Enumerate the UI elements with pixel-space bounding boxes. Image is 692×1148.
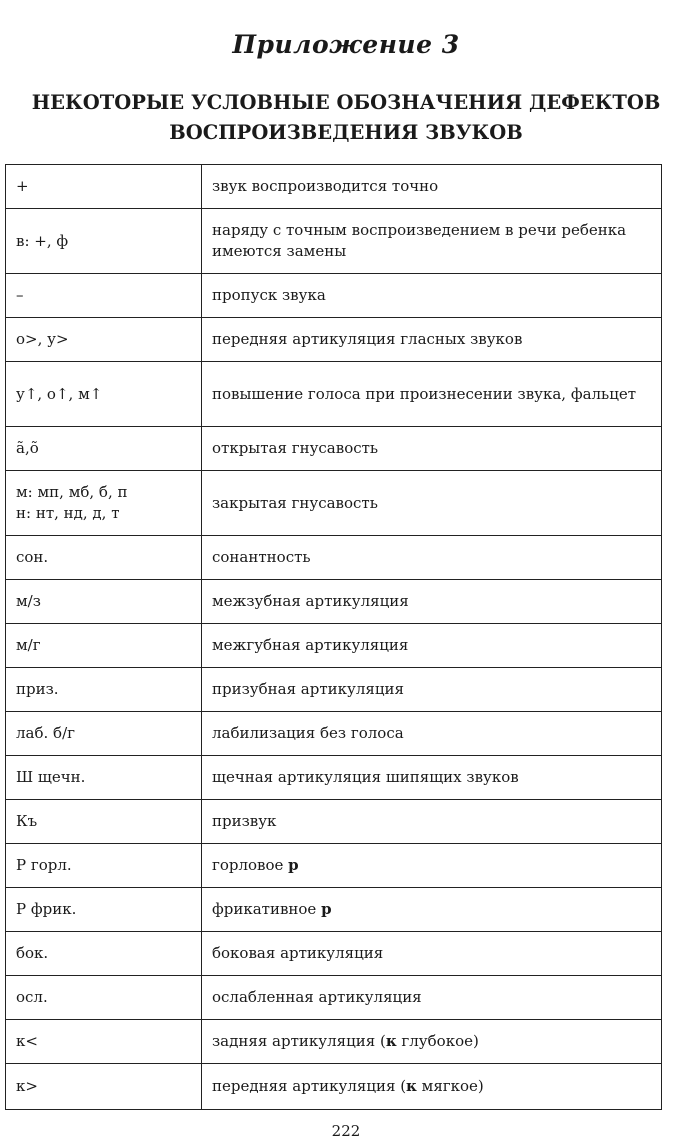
table-row [6, 844, 662, 888]
sound-letter: р [288, 856, 299, 874]
table-row [6, 427, 662, 471]
sound-letter: р [321, 900, 332, 918]
symbol-cell: Къ [6, 800, 202, 844]
meaning-text: передняя артикуляция ( [212, 1077, 407, 1095]
symbol-cell [6, 471, 202, 536]
table-row [6, 1020, 662, 1064]
symbol-cell: о>, у> [6, 318, 202, 362]
meaning-text: фрикативное [212, 900, 322, 918]
table-row [6, 471, 662, 536]
table-row [6, 756, 662, 800]
meaning-cell: сонантность [202, 536, 662, 580]
page-number: 222 [331, 1122, 361, 1140]
symbol-line: н: нт, нд, д, т [16, 504, 120, 522]
symbol-cell: + [6, 165, 202, 209]
meaning-cell: звук воспроизводится точно [202, 165, 662, 209]
meaning-cell: призвук [202, 800, 662, 844]
appendix-label: Приложение 3 [232, 30, 460, 59]
title-line-2: ВОСПРОИЗВЕДЕНИЯ ЗВУКОВ [169, 121, 523, 144]
meaning-cell [202, 888, 662, 932]
table-row [6, 888, 662, 932]
symbol-cell: сон. [6, 536, 202, 580]
table-row [6, 580, 662, 624]
table-row [6, 976, 662, 1020]
meaning-cell: передняя артикуляция гласных звуков [202, 318, 662, 362]
symbol-cell: Ш щечн. [6, 756, 202, 800]
table-row [6, 318, 662, 362]
meaning-cell: межзубная артикуляция [202, 580, 662, 624]
symbol-cell: к> [6, 1064, 202, 1110]
table-row [6, 668, 662, 712]
title-line-1: НЕКОТОРЫЕ УСЛОВНЫЕ ОБОЗНАЧЕНИЯ ДЕФЕКТОВ [31, 91, 661, 114]
table-row [6, 165, 662, 209]
meaning-text: задняя артикуляция ( [212, 1032, 386, 1050]
table-row [6, 624, 662, 668]
meaning-cell: призубная артикуляция [202, 668, 662, 712]
table-row [6, 274, 662, 318]
meaning-text: мягкое) [416, 1077, 484, 1095]
meaning-text: глубокое) [396, 1032, 479, 1050]
table-row [6, 1064, 662, 1110]
table-row [6, 362, 662, 427]
meaning-cell: боковая артикуляция [202, 932, 662, 976]
symbol-cell: Р горл. [6, 844, 202, 888]
symbol-cell: м/г [6, 624, 202, 668]
meaning-cell: открытая гнусавость [202, 427, 662, 471]
meaning-cell [202, 844, 662, 888]
meaning-cell: лабилизация без голоса [202, 712, 662, 756]
meaning-cell [202, 1020, 662, 1064]
symbol-cell: к< [6, 1020, 202, 1064]
symbol-cell: осл. [6, 976, 202, 1020]
table-row [6, 800, 662, 844]
symbol-cell: бок. [6, 932, 202, 976]
defect-symbols-table [5, 164, 662, 1110]
symbol-cell: м/з [6, 580, 202, 624]
meaning-text: горловое [212, 856, 289, 874]
table-row [6, 536, 662, 580]
symbol-cell: Р фрик. [6, 888, 202, 932]
meaning-cell: повышение голоса при произнесении звука, фальцет [202, 362, 662, 427]
symbol-cell: приз. [6, 668, 202, 712]
symbol-cell: лаб. б/г [6, 712, 202, 756]
meaning-cell: межгубная артикуляция [202, 624, 662, 668]
symbol-line: м: мп, мб, б, п [16, 483, 128, 501]
meaning-cell: закрытая гнусавость [202, 471, 662, 536]
symbol-cell: в: +, ф [6, 209, 202, 274]
page-title [0, 88, 692, 148]
symbol-cell: у↑, о↑, м↑ [6, 362, 202, 427]
table-row [6, 712, 662, 756]
symbol-cell: – [6, 274, 202, 318]
symbol-cell: ã,õ [6, 427, 202, 471]
meaning-cell: щечная артикуляция шипящих звуков [202, 756, 662, 800]
meaning-cell: ослабленная артикуляция [202, 976, 662, 1020]
meaning-cell: наряду с точным воспроизведением в речи ребенка имеются замены [202, 209, 662, 274]
meaning-cell: пропуск звука [202, 274, 662, 318]
sound-letter: к [385, 1032, 397, 1050]
table-row [6, 209, 662, 274]
table-row [6, 932, 662, 976]
sound-letter: к [406, 1077, 417, 1095]
meaning-cell [202, 1064, 662, 1110]
